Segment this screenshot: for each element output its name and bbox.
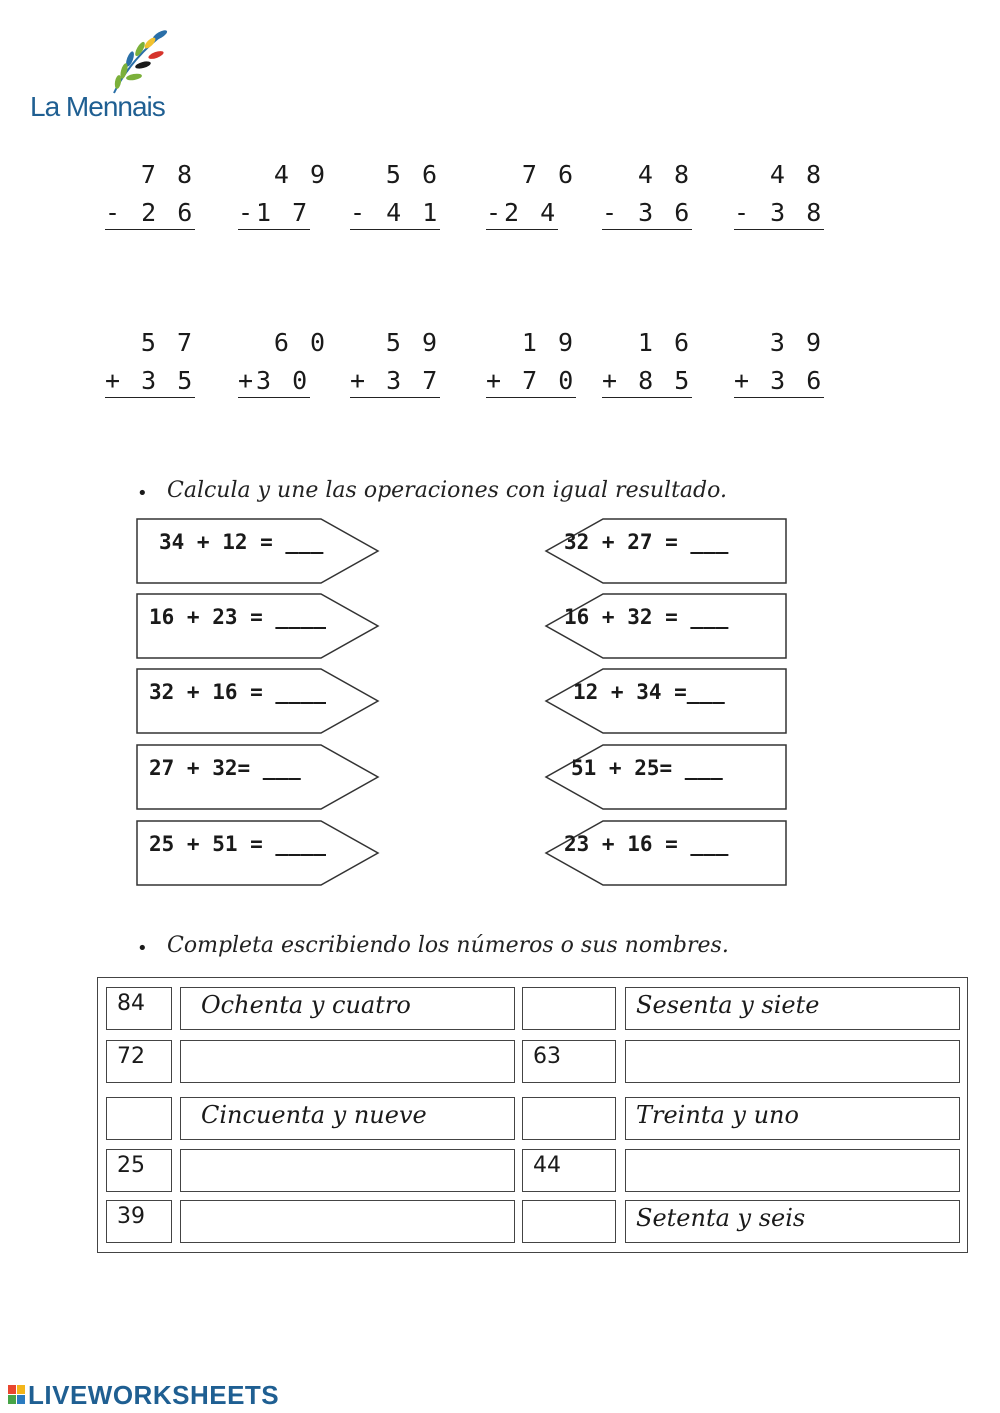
operation-bottom-number: -2 4: [486, 198, 558, 230]
operation-top-number: 6 0: [273, 328, 328, 357]
operation-bottom-number: -1 7: [238, 198, 310, 230]
right-arrow-box[interactable]: [538, 593, 788, 659]
number-cell[interactable]: [522, 1200, 616, 1243]
number-cell[interactable]: 44: [522, 1149, 616, 1192]
number-cell[interactable]: 25: [106, 1149, 172, 1192]
operation-bottom-number: - 4 1: [350, 198, 440, 230]
word-cell[interactable]: Sesenta y siete: [625, 987, 960, 1030]
operation-bottom-number: + 7 0: [486, 366, 576, 398]
operation-top-number: 4 8: [769, 160, 824, 189]
number-cell[interactable]: [106, 1097, 172, 1140]
la-mennais-logo: [30, 25, 190, 130]
operation-top-number: 1 6: [637, 328, 692, 357]
footer-text: LIVEWORKSHEETS: [28, 1380, 280, 1410]
operation-bottom-number: + 3 5: [105, 366, 195, 398]
operation-top-number: 1 9: [521, 328, 576, 357]
liveworksheets-logo-icon: [8, 1385, 26, 1405]
right-arrow-box[interactable]: [538, 744, 788, 810]
number-cell[interactable]: 39: [106, 1200, 172, 1243]
left-arrow-box[interactable]: [136, 593, 386, 659]
left-arrow-expression: 27 + 32= ___: [149, 756, 301, 780]
right-arrow-expression: 32 + 27 = ___: [564, 530, 729, 554]
word-cell[interactable]: Cincuenta y nueve: [180, 1097, 515, 1140]
right-arrow-expression: 51 + 25= ___: [571, 756, 723, 780]
operation-bottom-number: - 3 6: [602, 198, 692, 230]
match-instruction: Calcula y une las operaciones con igual resultado.: [167, 478, 727, 503]
word-cell[interactable]: [180, 1040, 515, 1083]
word-cell[interactable]: [625, 1149, 960, 1192]
left-arrow-box[interactable]: [136, 820, 386, 886]
word-cell[interactable]: Ochenta y cuatro: [180, 987, 515, 1030]
operation-bottom-number: - 2 6: [105, 198, 195, 230]
operation-bottom-number: + 8 5: [602, 366, 692, 398]
number-cell[interactable]: 63: [522, 1040, 616, 1083]
logo-text: La Mennais: [30, 91, 165, 122]
right-arrow-expression: 12 + 34 =___: [573, 680, 725, 704]
operation-top-number: 4 8: [637, 160, 692, 189]
right-arrow-box[interactable]: [538, 820, 788, 886]
bullet-icon: •: [137, 483, 148, 504]
word-cell[interactable]: [180, 1200, 515, 1243]
right-arrow-box[interactable]: [538, 668, 788, 734]
word-cell[interactable]: [180, 1149, 515, 1192]
operation-top-number: 7 6: [521, 160, 576, 189]
operation-bottom-number: + 3 7: [350, 366, 440, 398]
numbers-table: [97, 977, 968, 1253]
number-cell[interactable]: [522, 987, 616, 1030]
number-cell[interactable]: 84: [106, 987, 172, 1030]
bullet-icon: •: [137, 938, 148, 959]
right-arrow-box[interactable]: [538, 518, 788, 584]
left-arrow-box[interactable]: [136, 518, 386, 584]
right-arrow-expression: 16 + 32 = ___: [564, 605, 729, 629]
operation-top-number: 4 9: [273, 160, 328, 189]
operation-bottom-number: - 3 8: [734, 198, 824, 230]
operation-top-number: 7 8: [140, 160, 195, 189]
left-arrow-expression: 32 + 16 = ____: [149, 680, 327, 704]
left-arrow-expression: 25 + 51 = ____: [149, 832, 327, 856]
word-cell[interactable]: Treinta y uno: [625, 1097, 960, 1140]
word-cell[interactable]: [625, 1040, 960, 1083]
number-cell[interactable]: 72: [106, 1040, 172, 1083]
operation-top-number: 3 9: [769, 328, 824, 357]
left-arrow-expression: 34 + 12 = ___: [159, 530, 324, 554]
number-cell[interactable]: [522, 1097, 616, 1140]
word-cell[interactable]: Setenta y seis: [625, 1200, 960, 1243]
operation-bottom-number: + 3 6: [734, 366, 824, 398]
operation-top-number: 5 9: [385, 328, 440, 357]
olive-branch-icon: [30, 25, 190, 95]
left-arrow-box[interactable]: [136, 744, 386, 810]
left-arrow-expression: 16 + 23 = ____: [149, 605, 327, 629]
operation-bottom-number: +3 0: [238, 366, 310, 398]
names-instruction: Completa escribiendo los números o sus nombres.: [167, 933, 729, 958]
operation-top-number: 5 6: [385, 160, 440, 189]
left-arrow-box[interactable]: [136, 668, 386, 734]
operation-top-number: 5 7: [140, 328, 195, 357]
right-arrow-expression: 23 + 16 = ___: [564, 832, 729, 856]
